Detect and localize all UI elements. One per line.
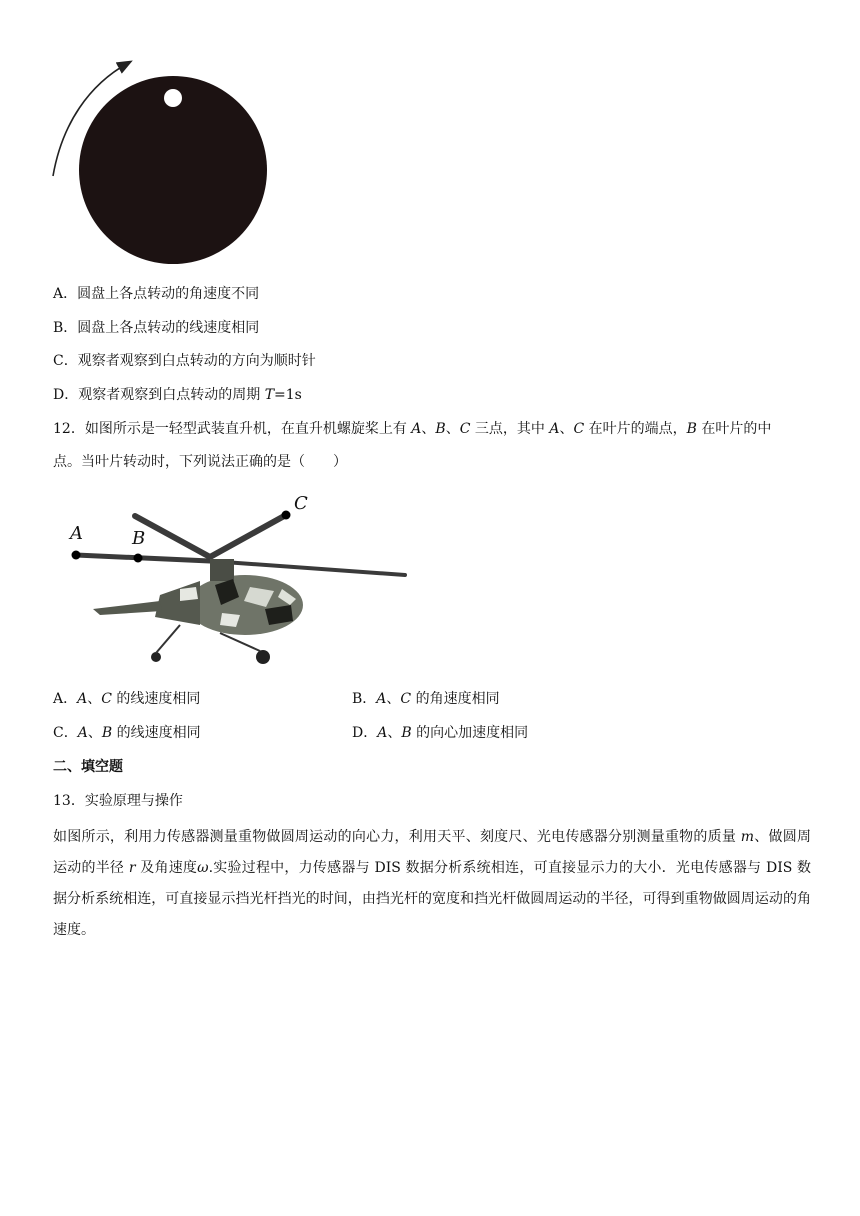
point-c-marker [282,511,291,520]
q11-option-c: C．观察者观察到白点转动的方向为顺时针 [53,353,316,369]
q11-option-a: A．圆盘上各点转动的角速度不同 [53,286,260,302]
q12-stem-line1: 12．如图所示是一轻型武装直升机，在直升机螺旋桨上有 A、B、C 三点，其中 A、C 在叶片的端点，B 在叶片的中 [53,421,772,437]
label-c: C [294,493,308,514]
helicopter-body [93,559,303,664]
rotor-blades [76,515,405,575]
q12-stem-line2: 点。当叶片转动时，下列说法正确的是（ ） [53,454,347,470]
q11-option-d: D．观察者观察到白点转动的周期 T=1s [53,387,302,403]
q13-paragraph: 如图所示，利用力传感器测量重物做圆周运动的向心力，利用天平、刻度尺、光电传感器分别测量重物的质量 m、做圆周运动的半径 r 及角速度ω.实验过程中，力传感器与 DIS 数据分析系统相连，可直接显示力的大小．光电传感器与 DIS 数据分析系统相连，可直接显示挡光杆挡光的时间，由挡光杆的宽度和挡光杆做圆周运动的半径，可得到重物做圆周运动的角速度。 [53,829,812,938]
point-b-marker [134,554,143,563]
label-a: A [70,523,83,544]
point-a-marker [72,551,81,560]
q13-title: 13．实验原理与操作 [53,793,183,809]
label-b: B [132,528,146,549]
q12-option-a: A．A、C 的线速度相同 [53,691,201,707]
q12-option-c: C．A、B 的线速度相同 [53,725,201,741]
q11-option-b: B．圆盘上各点转动的线速度相同 [53,320,260,336]
q12-option-b: B．A、C 的角速度相同 [352,691,500,707]
q12-option-d: D．A、B 的向心加速度相同 [352,725,529,741]
white-dot [164,89,182,107]
rotating-disk-figure [44,54,284,274]
helicopter-figure [60,485,420,670]
section-heading-fill-in: 二、填空题 [53,759,123,775]
